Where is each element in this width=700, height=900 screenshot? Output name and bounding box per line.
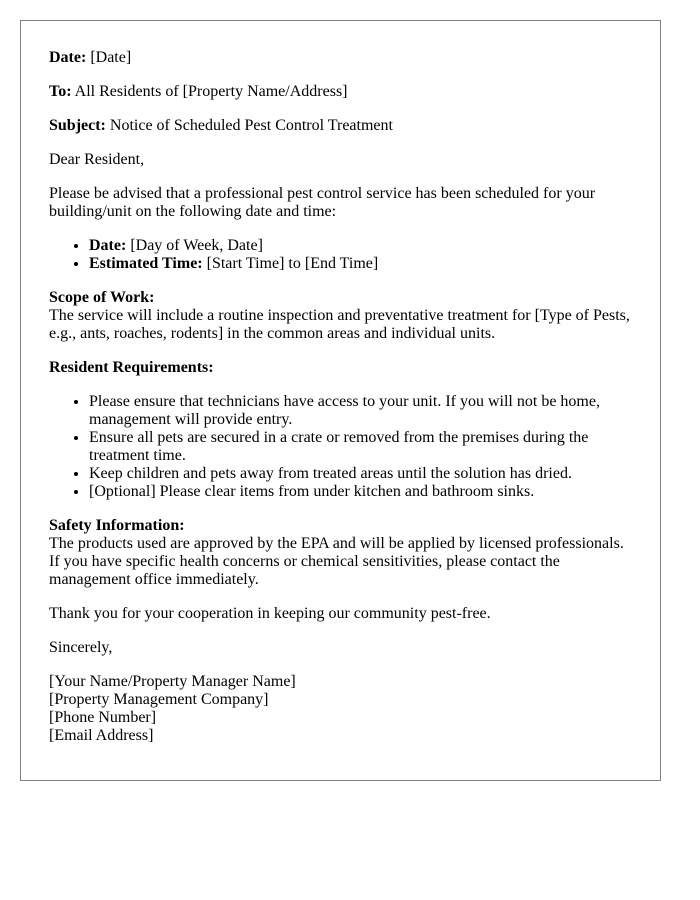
signature-company: [Property Management Company] (49, 691, 269, 708)
schedule-list (49, 237, 632, 273)
intro-paragraph: Please be advised that a professional pest control service has been scheduled for your building/unit on the following date and time: (49, 185, 596, 220)
safety-section: Safety Information: The products used are approved by the EPA and will be applied by licensed professionals. If you have specific health concerns or chemical sensitivities, please contact the management office immediately. (49, 517, 624, 588)
date-line: Date: [Date] (49, 49, 132, 66)
list-item: • Please ensure that technicians have access to your unit. If you will not be home, management will provide entry. (89, 393, 632, 429)
signature-email: [Email Address] (49, 727, 154, 744)
signature-phone: [Phone Number] (49, 709, 157, 726)
subject-line: Subject: Notice of Scheduled Pest Control Treatment (49, 117, 393, 134)
list-item: • Keep children and pets away from treated areas until the solution has dried. (89, 465, 632, 483)
to-line: To: All Residents of [Property Name/Address] (49, 83, 348, 100)
signature-block (49, 673, 632, 745)
schedule-time: • Estimated Time: [Start Time] to [End Time] (89, 255, 632, 273)
schedule-date: • Date: [Day of Week, Date] (89, 237, 632, 255)
thanks-paragraph: Thank you for your cooperation in keeping our community pest-free. (49, 605, 491, 622)
list-item: • [Optional] Please clear items from under kitchen and bathroom sinks. (89, 483, 632, 501)
signature-name: [Your Name/Property Manager Name] (49, 673, 296, 690)
requirements-heading: Resident Requirements: (49, 359, 214, 376)
requirements-list (49, 393, 632, 501)
closing: Sincerely, (49, 639, 113, 656)
greeting: Dear Resident, (49, 151, 145, 168)
list-item: • Ensure all pets are secured in a crate or removed from the premises during the treatment time. (89, 429, 632, 465)
letter (20, 20, 661, 781)
scope-section: Scope of Work: The service will include a routine inspection and preventative treatment for [Type of Pests, e.g., ants, roaches, rodents] in the common areas and individual units. (49, 289, 630, 342)
